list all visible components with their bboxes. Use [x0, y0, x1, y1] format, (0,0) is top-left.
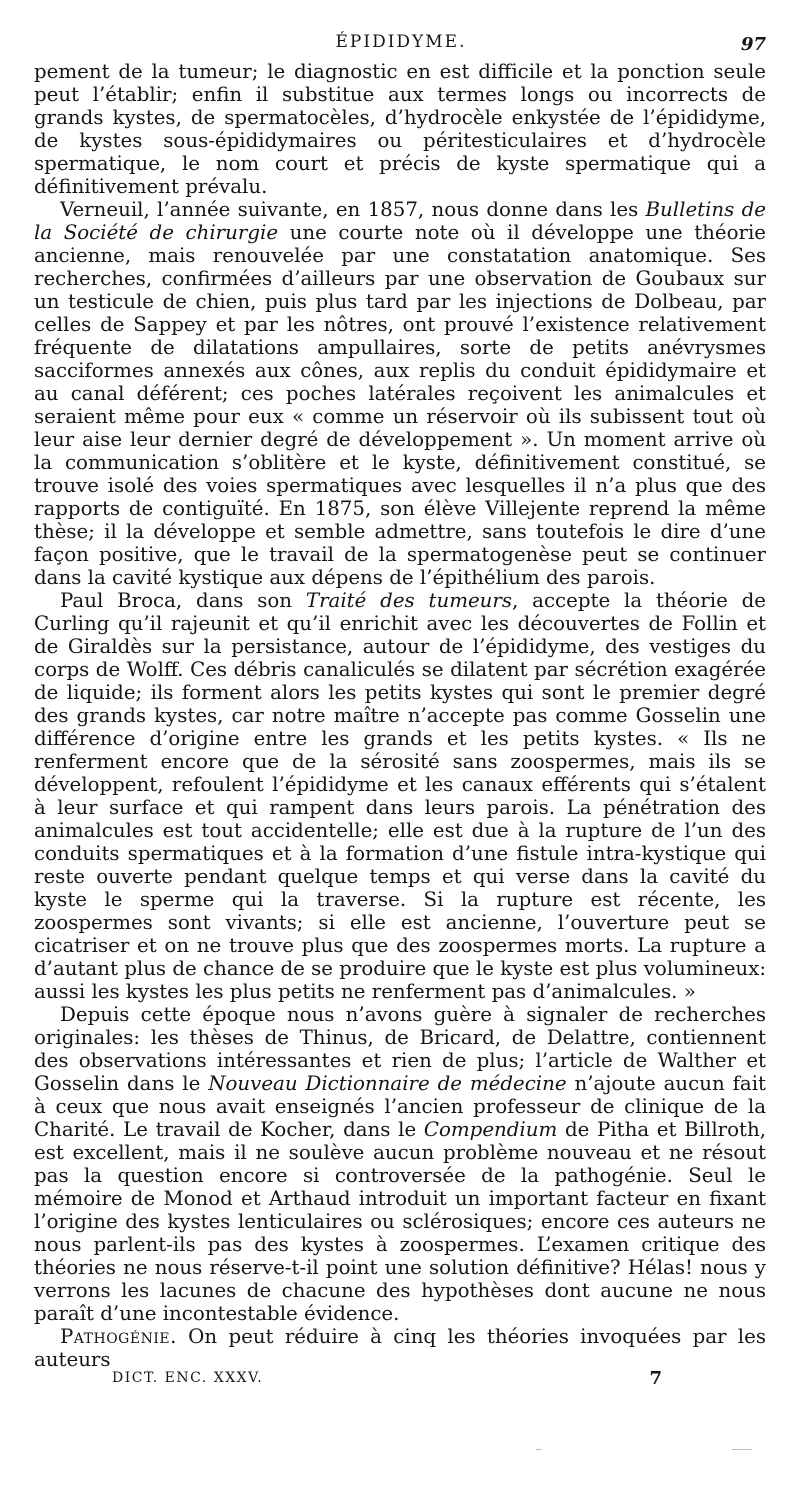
- scan-mark: [732, 1449, 752, 1450]
- text-run: de Pitha et Billroth, est excellent, mais il ne soulève aucun problème nouveau et ne résout pas la question encore si controversée de la pathogénie. Seul le mémoire de Monod et Arthaud introduit un important facteur en fixant l’origine des kystes lenticulaires ou sclérosiques; encore ces auteurs ne nous parlent-ils pas des kystes à zoospermes. L’examen critique des théories ne nous réserve-t-il point une solution définitive? Hélas! nous y verrons les lacunes de chacune des hypothèses dont aucune ne nous paraît d’une incontestable évidence.: [34, 1118, 767, 1325]
- section-heading: Pathogénie.: [60, 1325, 177, 1348]
- text-run: une courte note où il développe une théorie ancienne, mais renouvelée par une constatation anatomique. Ses recherches, confirmées d’ailleurs par une observation de Goubaux sur un testicule de chien, puis plus tard par les injections de Dolbeau, par celles de Sappey et par les nôtres, ont prouvé l’existence relativement fréquente de dilatations ampullaires, sorte de petits anévrysmes sacciformes annexés aux cônes, aux replis du conduit épididymaire et au canal déférent; ces poches latérales reçoivent les animalcules et seraient même pour eux « comme un réservoir où ils subissent tout où leur aise leur dernier degré de développement ». Un moment arrive où la communication s’oblitère et le kyste, définitivement constitué, se trouve isolé des voies spermatiques avec lesquelles il n’a plus que des rapports de contiguïté. En 1875, son élève Villejente reprend la même thèse; il la développe et semble admettre, sans toutefois le dire d’une façon positive, que le travail de la spermatogenèse peut se continuer dans la cavité kystique aux dépens de l’épithélium des parois.: [34, 221, 767, 589]
- printer-signature: [112, 1368, 672, 1398]
- signature-mark: DICT. ENC. XXXV.: [112, 1370, 264, 1386]
- italic-title: Bulletins de la Société de chirurgie: [34, 198, 766, 244]
- paragraph: [34, 1003, 766, 1325]
- signature-number: 7: [649, 1368, 662, 1389]
- paragraph: [34, 60, 766, 198]
- text-run: Paul Broca, dans son: [60, 589, 306, 612]
- text-run: Verneuil, l’année suivante, en 1857, nous donne dans les: [60, 198, 646, 221]
- italic-title: Compendium: [423, 1118, 558, 1141]
- scan-marks: [530, 1446, 770, 1454]
- paragraph: [34, 198, 766, 589]
- scan-mark: [536, 1449, 542, 1450]
- paragraph: [34, 589, 766, 1003]
- italic-title: Traité des tumeurs: [305, 589, 513, 612]
- italic-title: Nouveau Dictionnaire de médecine: [208, 1072, 567, 1095]
- text-run: Depuis cette époque nous n’avons guère à signaler de recherches originales: les thèses de Thinus, de Bricard, de Delattre, contiennent des observations intéressantes et rien de plus; l’article de Walther et Gosselin dans le: [34, 1003, 766, 1095]
- text-run: , accepte la théorie de Curling qu’il rajeunit et qu’il enrichit avec les découvertes de Follin et de Giraldès sur la persistance, autour de l’épididyme, des vestiges du corps de Wolff. Ces débris canaliculés se dilatent par sécrétion exagérée de liquide; ils forment alors les petits kystes qui sont le premier degré des grands kystes, car notre maître n’accepte pas comme Gosselin une différence d’origine entre les grands et les petits kystes. « Ils ne renferment encore que de la sérosité sans zoospermes, mais ils se développent, refoulent l’épididyme et les canaux efférents qui s’étalent à leur surface et qui rampent dans leurs parois. La pénétration des animalcules est tout accidentelle; elle est due à la rupture de l’un des conduits spermatiques et à la formation d’une fistule intra-kystique qui reste ouverte pendant quelque temps et qui verse dans la cavité du kyste le sperme qui la traverse. Si la rupture est récente, les zoospermes sont vivants; si elle est ancienne, l’ouverture peut se cicatriser et on ne trouve plus que des zoospermes morts. La rupture a d’autant plus de chance de se produire que le kyste est plus volumineux: aussi les kystes les plus petits ne renferment pas d’animalcules. »: [34, 589, 766, 1003]
- text-run: On peut réduire à cinq les théories invoquées par les auteurs: [34, 1325, 766, 1371]
- page-number: 97: [740, 34, 766, 55]
- body-text: [34, 60, 766, 1371]
- paragraph: [34, 1325, 766, 1371]
- running-title: ÉPIDIDYME.: [335, 32, 467, 52]
- text-run: pement de la tumeur; le diagnostic en est difficile et la ponction seule peut l’établir; enfin il substitue aux termes longs ou incorrects de grands kystes, de spermatocèles, d’hydrocèle enkystée de l’épididyme, de kystes sous-épididymaires ou péritesticulaires et d’hydrocèle spermatique, le nom court et précis de kyste spermatique qui a définitivement prévalu.: [34, 60, 766, 198]
- running-head: [36, 28, 766, 56]
- text-run: n’ajoute aucun fait à ceux que nous avait enseignés l’ancien professeur de clinique de la Charité. Le travail de Kocher, dans le: [34, 1072, 766, 1141]
